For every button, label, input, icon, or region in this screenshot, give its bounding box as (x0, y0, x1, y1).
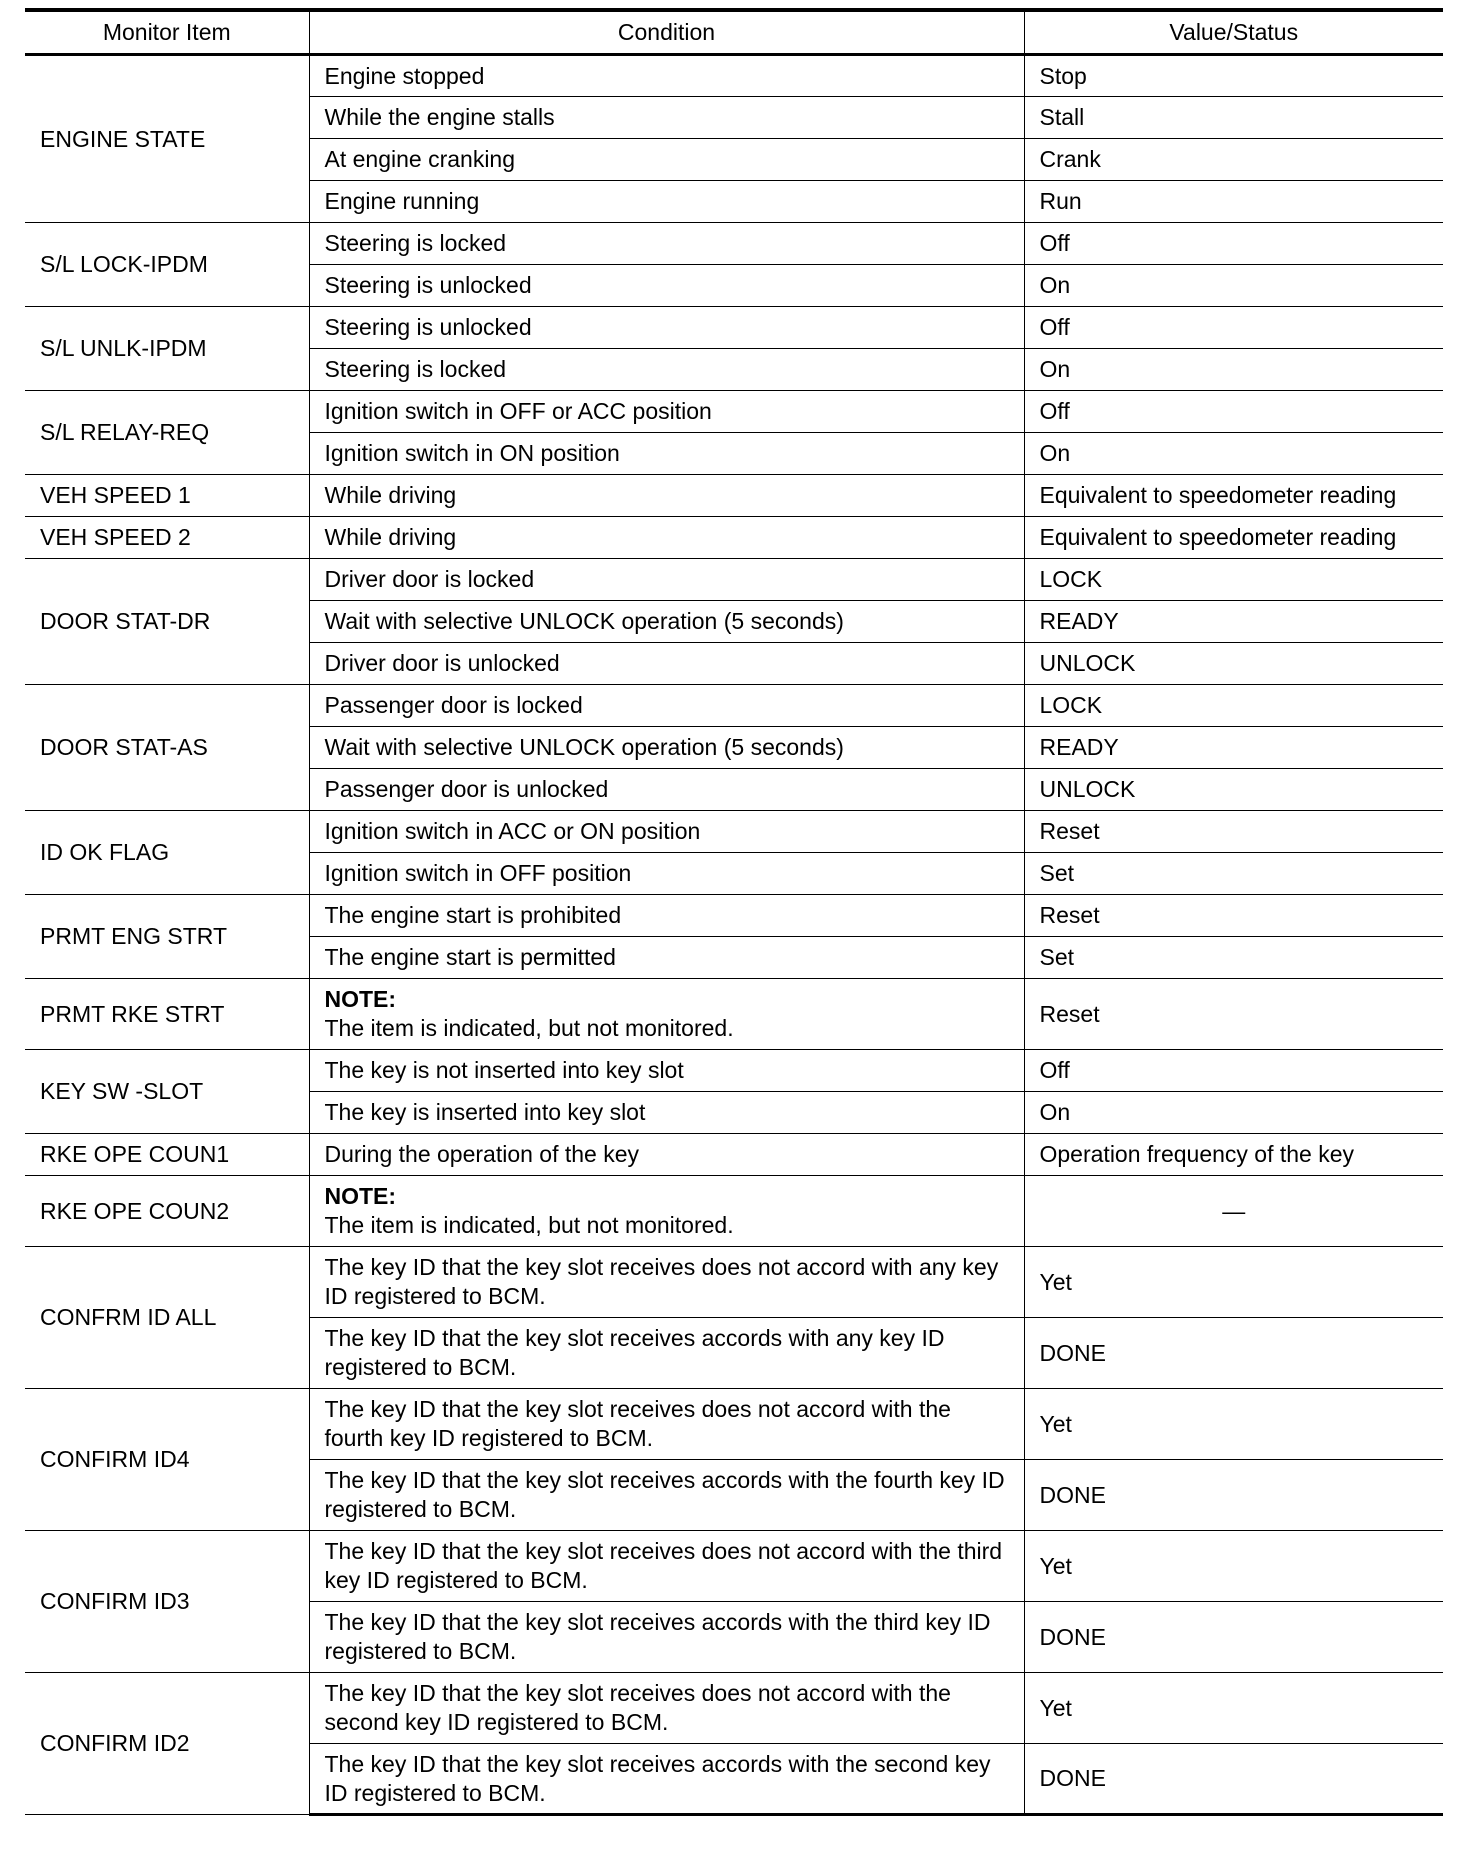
value-status-cell: Stop (1024, 55, 1443, 97)
condition-cell (309, 517, 1024, 559)
value-status-cell: Operation frequency of the key (1024, 1134, 1443, 1176)
condition-cell (309, 685, 1024, 727)
condition-text: The engine start is prohibited (324, 902, 622, 928)
monitor-item-cell: ENGINE STATE (25, 55, 309, 223)
header-condition: Condition (309, 10, 1024, 55)
value-status-cell: On (1024, 265, 1443, 307)
condition-text: Passenger door is unlocked (324, 776, 609, 802)
table-row (25, 391, 1443, 433)
value-status-cell: DONE (1024, 1602, 1443, 1673)
value-status-cell: — (1024, 1176, 1443, 1247)
note-text: The item is indicated, but not monitored. (324, 1015, 734, 1041)
table-row (25, 1134, 1443, 1176)
table-row (25, 307, 1443, 349)
value-status-cell: LOCK (1024, 685, 1443, 727)
monitor-item-cell: VEH SPEED 2 (25, 517, 309, 559)
value-status-cell: On (1024, 433, 1443, 475)
value-status-cell: DONE (1024, 1744, 1443, 1815)
table-row (25, 55, 1443, 97)
note-label: NOTE: (324, 1183, 397, 1209)
value-status-cell: LOCK (1024, 559, 1443, 601)
condition-text: Steering is unlocked (324, 272, 532, 298)
condition-cell (309, 1176, 1024, 1247)
monitor-item-cell: CONFIRM ID4 (25, 1389, 309, 1531)
condition-cell (309, 139, 1024, 181)
value-status-cell: Reset (1024, 979, 1443, 1050)
table-row (25, 1673, 1443, 1744)
table-row (25, 685, 1443, 727)
table-row (25, 979, 1443, 1050)
condition-text: The key ID that the key slot receives does not accord with the third key ID registered to BCM. (324, 1538, 1003, 1593)
monitor-item-cell: PRMT RKE STRT (25, 979, 309, 1050)
condition-text: Wait with selective UNLOCK operation (5 seconds) (324, 608, 844, 634)
value-status-cell: Yet (1024, 1673, 1443, 1744)
table-row (25, 475, 1443, 517)
table-row (25, 1247, 1443, 1318)
monitor-item-cell: S/L LOCK-IPDM (25, 223, 309, 307)
condition-text: The key ID that the key slot receives does not accord with the second key ID registered to BCM. (324, 1680, 951, 1735)
monitor-item-cell: CONFRM ID ALL (25, 1247, 309, 1389)
condition-text: The key ID that the key slot receives accords with the third key ID registered to BCM. (324, 1609, 991, 1664)
value-status-cell: Stall (1024, 97, 1443, 139)
value-status-cell: Off (1024, 391, 1443, 433)
condition-cell (309, 1247, 1024, 1318)
note-label: NOTE: (324, 986, 397, 1012)
condition-cell (309, 391, 1024, 433)
condition-text: Ignition switch in ON position (324, 440, 620, 466)
monitor-table-sheet (25, 8, 1443, 1816)
condition-text: The key ID that the key slot receives accords with the second key ID registered to BCM. (324, 1750, 991, 1806)
monitor-item-cell: CONFIRM ID3 (25, 1531, 309, 1673)
condition-cell (309, 727, 1024, 769)
condition-cell (309, 1744, 1024, 1815)
value-status-cell: UNLOCK (1024, 769, 1443, 811)
condition-text: Ignition switch in ACC or ON position (324, 818, 701, 844)
condition-text: Steering is locked (324, 356, 507, 382)
value-status-cell: Reset (1024, 811, 1443, 853)
condition-text: The key is not inserted into key slot (324, 1057, 684, 1083)
condition-cell (309, 181, 1024, 223)
condition-text: Engine running (324, 188, 480, 214)
monitor-item-cell: KEY SW -SLOT (25, 1050, 309, 1134)
condition-text: Ignition switch in OFF position (324, 860, 632, 886)
monitor-item-cell: DOOR STAT-DR (25, 559, 309, 685)
value-status-cell: Off (1024, 1050, 1443, 1092)
condition-text: Ignition switch in OFF or ACC position (324, 398, 712, 424)
monitor-item-cell: CONFIRM ID2 (25, 1673, 309, 1815)
condition-cell (309, 265, 1024, 307)
condition-text: Driver door is unlocked (324, 650, 560, 676)
condition-text: The key ID that the key slot receives does not accord with the fourth key ID registered to BCM. (324, 1396, 951, 1451)
condition-text: While driving (324, 482, 457, 508)
condition-text: Passenger door is locked (324, 692, 583, 718)
condition-cell (309, 97, 1024, 139)
value-status-cell: Run (1024, 181, 1443, 223)
value-status-cell: Equivalent to speedometer reading (1024, 475, 1443, 517)
monitor-item-cell: S/L UNLK-IPDM (25, 307, 309, 391)
condition-text: The key is inserted into key slot (324, 1099, 646, 1125)
table-row (25, 517, 1443, 559)
condition-cell (309, 601, 1024, 643)
condition-cell (309, 475, 1024, 517)
value-status-cell: DONE (1024, 1318, 1443, 1389)
value-status-cell: Crank (1024, 139, 1443, 181)
condition-cell (309, 559, 1024, 601)
condition-cell (309, 937, 1024, 979)
header-row (25, 10, 1443, 55)
condition-cell (309, 979, 1024, 1050)
condition-cell (309, 1092, 1024, 1134)
table-row (25, 1389, 1443, 1460)
condition-text: Driver door is locked (324, 566, 535, 592)
condition-cell (309, 349, 1024, 391)
condition-text: The key ID that the key slot receives accords with any key ID registered to BCM. (324, 1325, 945, 1380)
monitor-item-cell: S/L RELAY-REQ (25, 391, 309, 475)
value-status-cell: Set (1024, 853, 1443, 895)
value-status-cell: On (1024, 349, 1443, 391)
value-status-cell: READY (1024, 727, 1443, 769)
condition-text: The key ID that the key slot receives does not accord with any key ID registered to BCM. (324, 1254, 999, 1309)
condition-cell (309, 223, 1024, 265)
table-row (25, 223, 1443, 265)
monitor-item-cell: RKE OPE COUN1 (25, 1134, 309, 1176)
condition-cell (309, 1531, 1024, 1602)
condition-text: Engine stopped (324, 62, 485, 89)
value-status-cell: UNLOCK (1024, 643, 1443, 685)
value-status-cell: Set (1024, 937, 1443, 979)
table-row (25, 1050, 1443, 1092)
monitor-item-cell: ID OK FLAG (25, 811, 309, 895)
condition-cell (309, 1318, 1024, 1389)
value-status-cell: DONE (1024, 1460, 1443, 1531)
condition-text: The engine start is permitted (324, 944, 616, 970)
condition-cell (309, 1134, 1024, 1176)
value-status-cell: Off (1024, 307, 1443, 349)
condition-cell (309, 307, 1024, 349)
table-row (25, 895, 1443, 937)
value-status-cell: Equivalent to speedometer reading (1024, 517, 1443, 559)
condition-text: During the operation of the key (324, 1141, 640, 1167)
condition-cell (309, 55, 1024, 97)
value-status-cell: Yet (1024, 1247, 1443, 1318)
monitor-table (25, 8, 1443, 1816)
monitor-item-cell: VEH SPEED 1 (25, 475, 309, 517)
condition-text: While driving (324, 524, 457, 550)
condition-text: Steering is locked (324, 230, 507, 256)
value-status-cell: Yet (1024, 1389, 1443, 1460)
value-status-cell: Off (1024, 223, 1443, 265)
condition-cell (309, 433, 1024, 475)
condition-cell (309, 643, 1024, 685)
table-row (25, 1176, 1443, 1247)
condition-cell (309, 1602, 1024, 1673)
condition-cell (309, 769, 1024, 811)
condition-text: While the engine stalls (324, 104, 555, 130)
table-row (25, 1531, 1443, 1602)
condition-cell (309, 811, 1024, 853)
table-body (25, 55, 1443, 1815)
condition-cell (309, 1389, 1024, 1460)
value-status-cell: Reset (1024, 895, 1443, 937)
condition-cell (309, 1673, 1024, 1744)
header-monitor-item: Monitor Item (25, 10, 309, 55)
monitor-item-cell: PRMT ENG STRT (25, 895, 309, 979)
value-status-cell: READY (1024, 601, 1443, 643)
table-row (25, 811, 1443, 853)
value-status-cell: On (1024, 1092, 1443, 1134)
condition-text: The key ID that the key slot receives accords with the fourth key ID registered to BCM. (324, 1467, 1005, 1522)
condition-cell (309, 895, 1024, 937)
value-status-cell: Yet (1024, 1531, 1443, 1602)
condition-text: At engine cranking (324, 146, 516, 172)
monitor-item-cell: RKE OPE COUN2 (25, 1176, 309, 1247)
condition-cell (309, 1460, 1024, 1531)
table-row (25, 559, 1443, 601)
condition-text: Steering is unlocked (324, 314, 532, 340)
condition-cell (309, 853, 1024, 895)
monitor-item-cell: DOOR STAT-AS (25, 685, 309, 811)
note-text: The item is indicated, but not monitored. (324, 1212, 734, 1238)
condition-cell (309, 1050, 1024, 1092)
header-value-status: Value/Status (1024, 10, 1443, 55)
condition-text: Wait with selective UNLOCK operation (5 seconds) (324, 734, 844, 760)
